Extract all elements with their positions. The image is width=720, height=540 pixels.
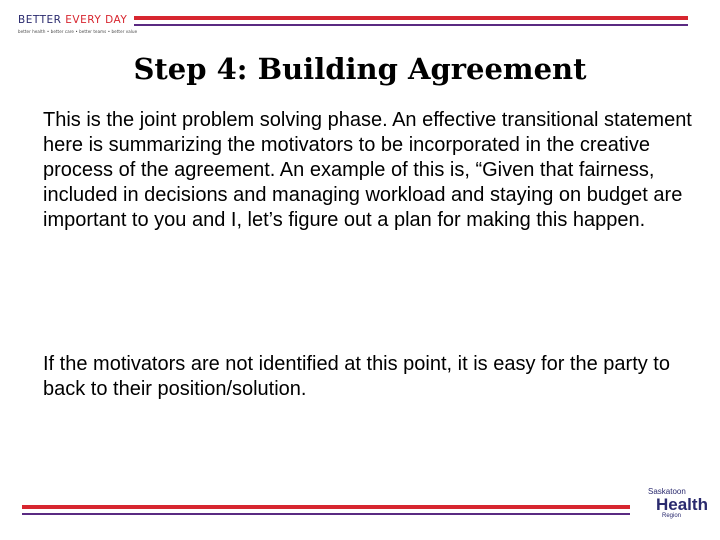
header-divider-purple <box>134 24 688 26</box>
logo-wordmark <box>18 14 126 26</box>
body-paragraph-2: If the motivators are not identified at this point, it is easy for the party to back to their position/solution. <box>43 353 670 400</box>
slide-title: Step 4: Building Agreement <box>133 52 587 86</box>
logo-text-saskatoon: Saskatoon <box>648 487 686 496</box>
better-every-day-logo <box>18 14 138 40</box>
logo-word-every-day: EVERY DAY <box>65 14 128 26</box>
logo-text-region: Region <box>662 513 682 519</box>
body-paragraph-1: This is the joint problem solving phase. An effective transitional statement here is summarizing the motivators to be incorporated in the creative process of the agreement. An example of this is, “Given that fairness, included in decisions and managing workload and staying on budget are important to you and I, let’s figure out a plan for making this happen. <box>43 109 692 231</box>
logo-word-better: BETTER <box>18 14 62 26</box>
header-divider-red <box>134 16 688 20</box>
saskatoon-health-region-logo <box>648 487 708 529</box>
logo-tagline: better health • better care • better teams • better value <box>18 29 138 34</box>
logo-text-health: Health <box>656 495 708 514</box>
footer-divider-red <box>22 505 630 509</box>
footer-divider-purple <box>22 513 630 515</box>
